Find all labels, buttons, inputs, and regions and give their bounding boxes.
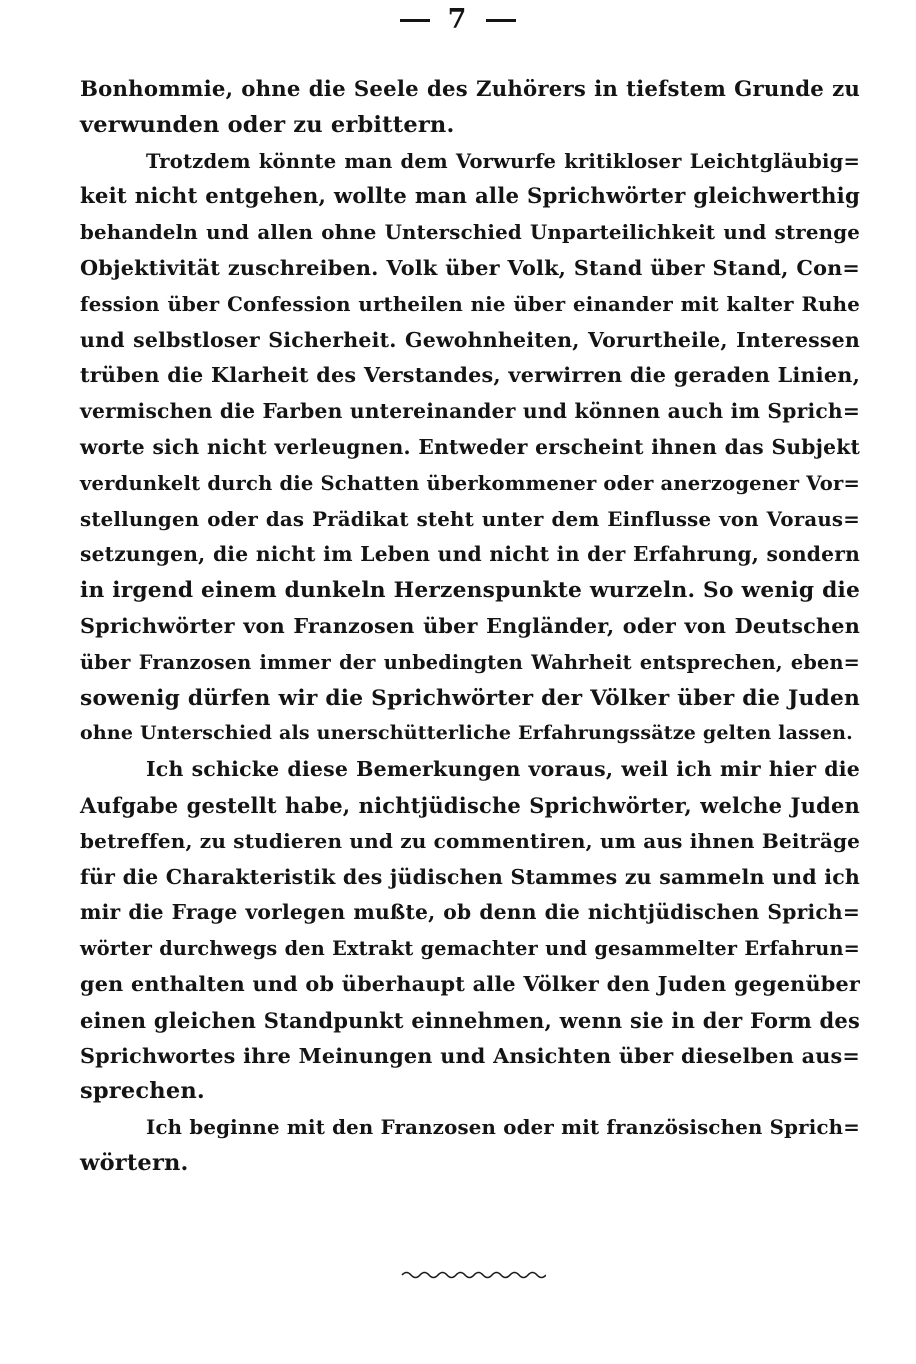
- text-line: verdunkelt durch die Schatten überkommener oder anerzogener Vor=: [80, 471, 860, 495]
- text-line: trüben die Klarheit des Verstandes, verwirren die geraden Linien,: [80, 363, 860, 388]
- header-dash-left: [400, 19, 430, 22]
- text-line: keit nicht entgehen, wollte man alle Sprichwörter gleichwerthig: [80, 184, 860, 210]
- text-line: Sprichwörter von Franzosen über Engländer, oder von Deutschen: [80, 613, 860, 638]
- page-header: [0, 4, 916, 35]
- text-line: setzungen, die nicht im Leben und nicht in der Erfahrung, sondern: [80, 542, 860, 567]
- text-line: Aufgabe gestellt habe, nichtjüdische Sprichwörter, welche Juden: [80, 792, 860, 818]
- text-line: ohne Unterschied als unerschütterliche Erfahrungssätze gelten lassen.: [80, 722, 853, 745]
- text-line: wörtern.: [80, 1149, 189, 1176]
- text-line: in irgend einem dunkeln Herzenspunkte wurzeln. So wenig die: [80, 578, 860, 604]
- text-line: Sprichwortes ihre Meinungen und Ansichten über dieselben aus=: [80, 1043, 860, 1068]
- page-number: 7: [447, 4, 469, 35]
- body-text: [80, 72, 860, 1182]
- header-dash-right: [486, 19, 516, 22]
- text-line: verwunden oder zu erbittern.: [80, 111, 455, 138]
- text-line: Objektivität zuschreiben. Volk über Volk, Stand über Stand, Con=: [80, 255, 860, 280]
- text-line: Bonhommie, ohne die Seele des Zuhörers in tiefstem Grunde zu: [80, 77, 860, 102]
- text-line: und selbstloser Sicherheit. Gewohnheiten, Vorurtheile, Interessen: [80, 327, 860, 352]
- text-line: einen gleichen Standpunkt einnehmen, wenn sie in der Form des: [80, 1007, 860, 1033]
- text-line: worte sich nicht verleugnen. Entweder erscheint ihnen das Subjekt: [80, 434, 860, 459]
- text-line: Ich schicke diese Bemerkungen voraus, weil ich mir hier die: [146, 757, 860, 782]
- text-line: betreffen, zu studieren und zu commentiren, um aus ihnen Beiträge: [80, 828, 861, 853]
- text-line: vermischen die Farben untereinander und können auch im Sprich=: [80, 399, 860, 424]
- text-line: über Franzosen immer der unbedingten Wahrheit entsprechen, eben=: [80, 650, 860, 674]
- text-line: sprechen.: [80, 1078, 205, 1105]
- text-line: gen enthalten und ob überhaupt alle Völker den Juden gegenüber: [80, 971, 860, 996]
- text-line: stellungen oder das Prädikat steht unter dem Einflusse von Voraus=: [80, 506, 860, 531]
- text-line: wörter durchwegs den Extrakt gemachter und gesammelter Erfahrun=: [80, 937, 860, 961]
- text-line: Ich beginne mit den Franzosen oder mit französischen Sprich=: [146, 1115, 860, 1140]
- wavy-divider-ornament: [400, 1268, 546, 1282]
- text-line: für die Charakteristik des jüdischen Stammes zu sammeln und ich: [80, 864, 860, 889]
- text-line: sowenig dürfen wir die Sprichwörter der Völker über die Juden: [80, 685, 860, 711]
- text-line: mir die Frage vorlegen mußte, ob denn die nichtjüdischen Sprich=: [80, 900, 860, 925]
- text-line: behandeln und allen ohne Unterschied Unparteilichkeit und strenge: [80, 220, 860, 245]
- text-line: fession über Confession urtheilen nie über einander mit kalter Ruhe: [80, 291, 860, 316]
- text-line: Trotzdem könnte man dem Vorwurfe kritikloser Leichtgläubig=: [146, 149, 860, 173]
